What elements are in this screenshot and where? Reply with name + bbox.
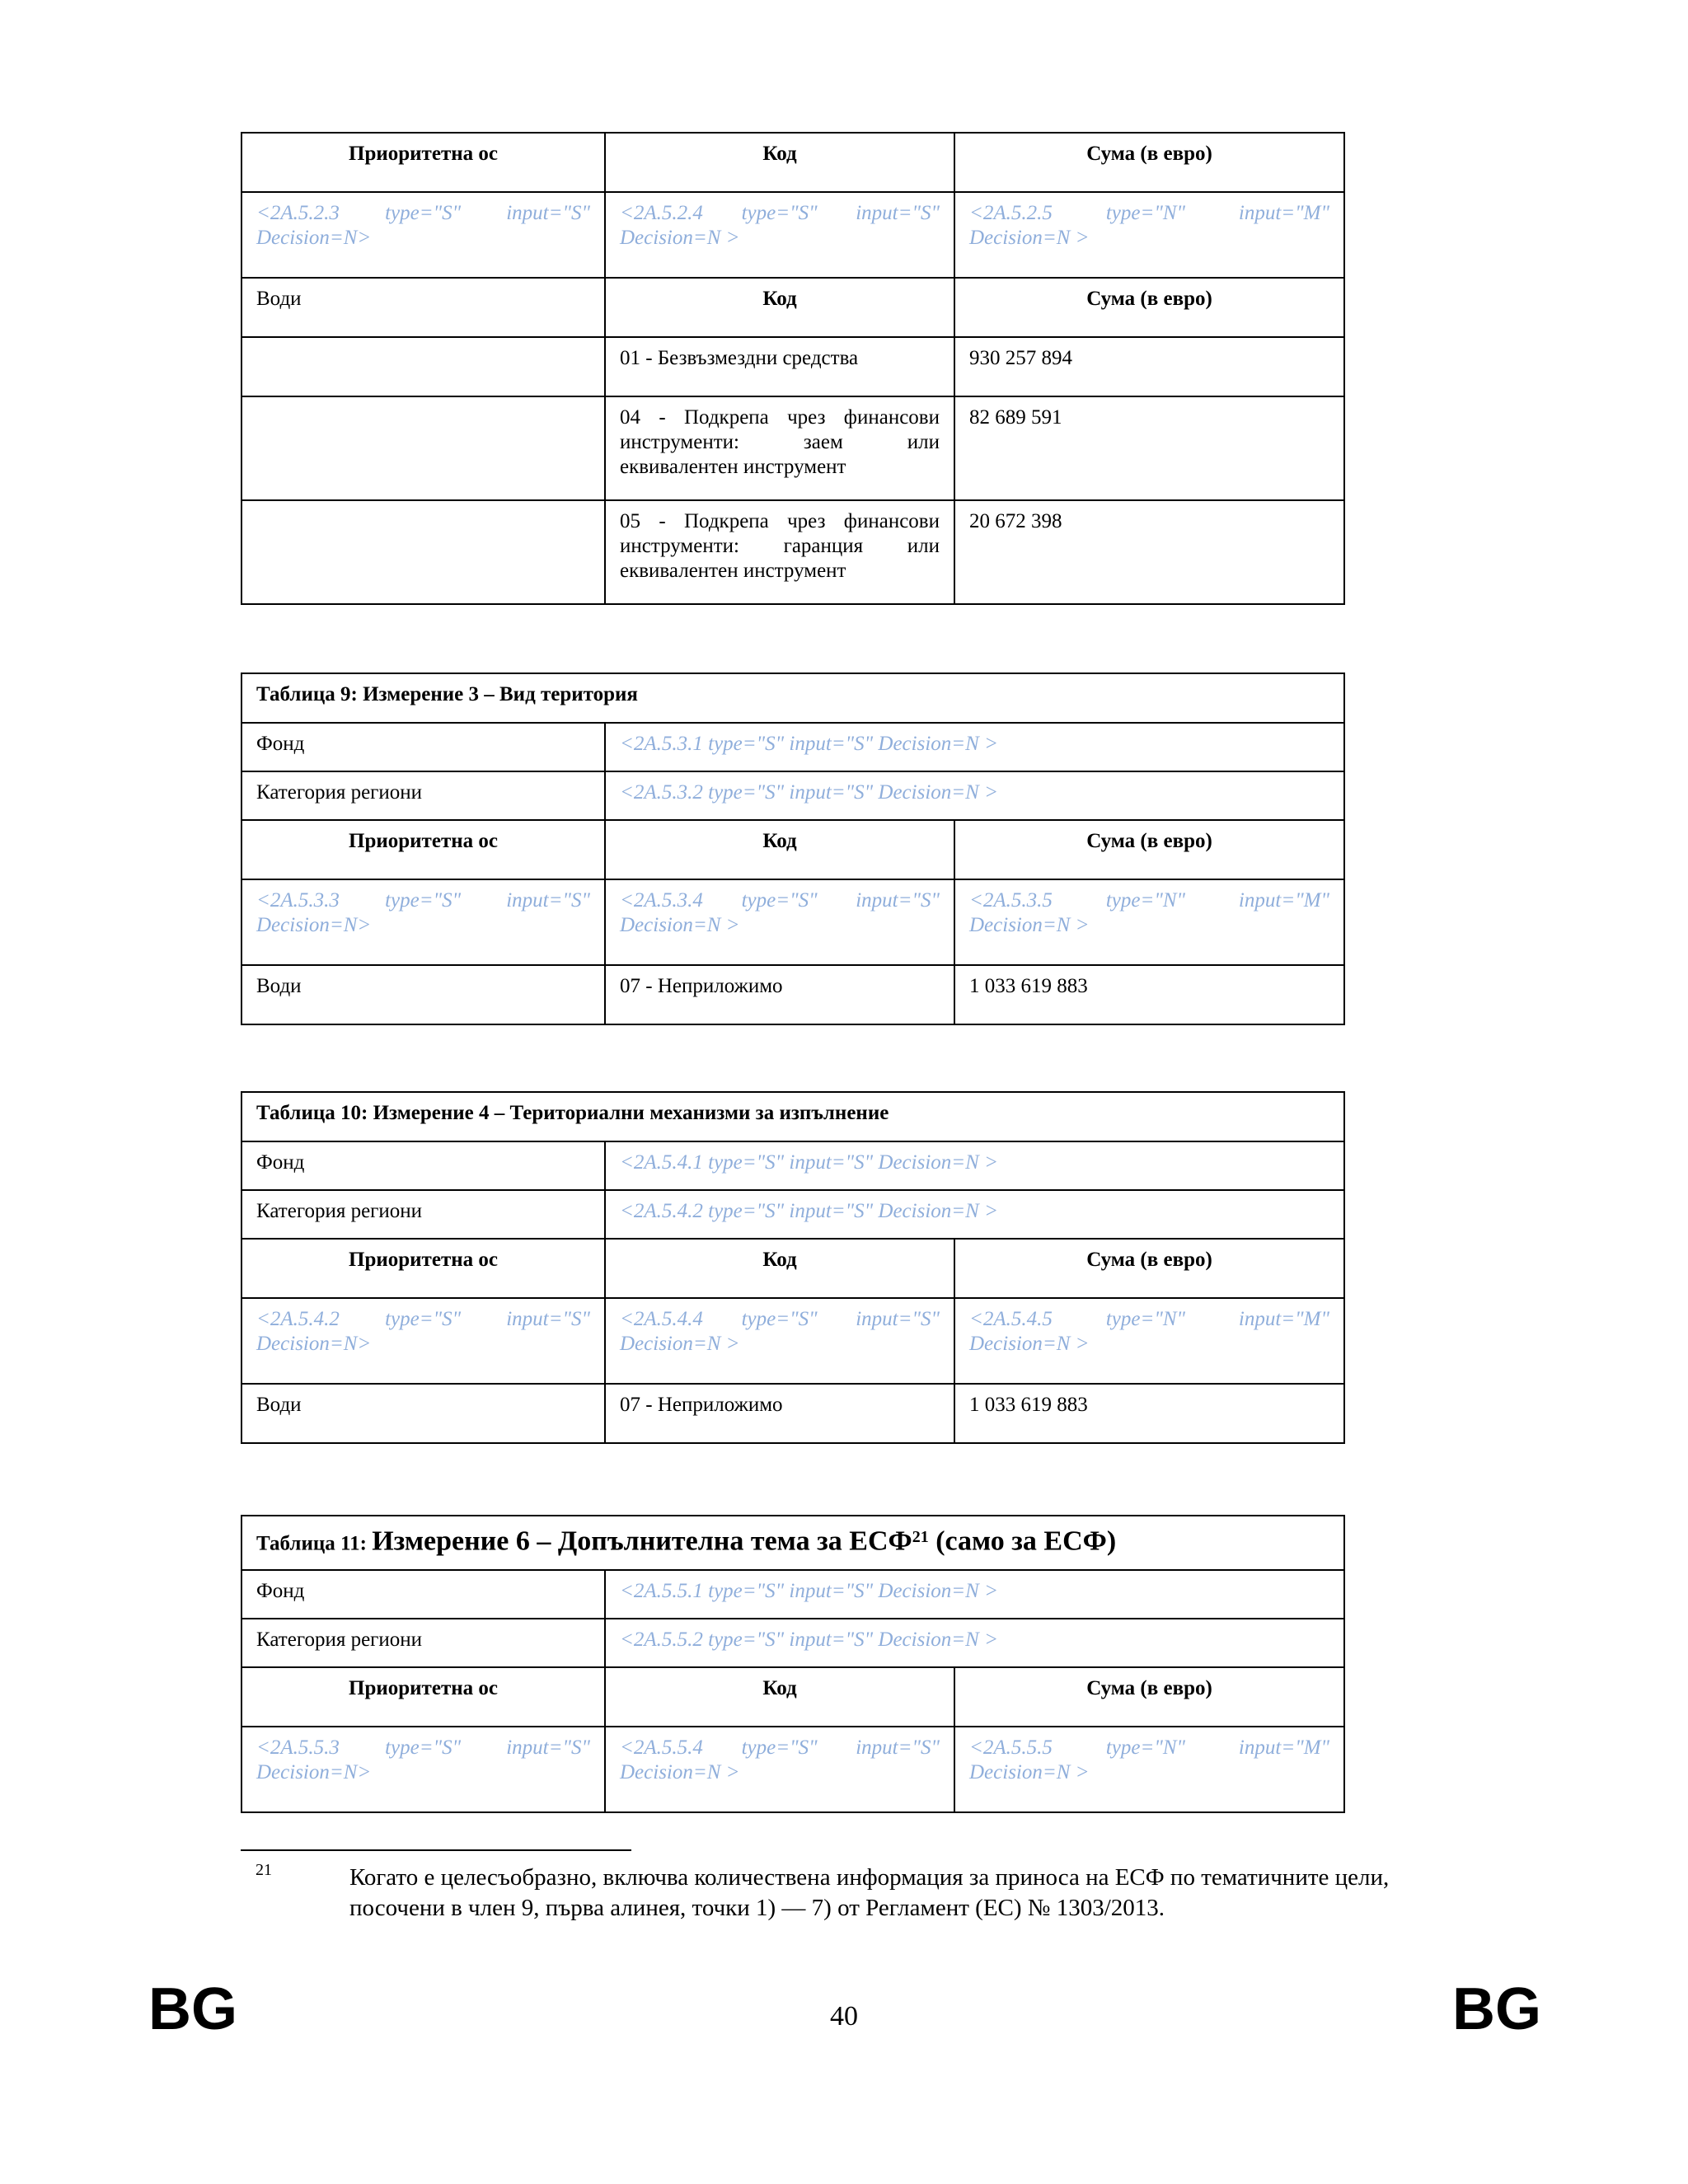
code-cell: 05 - Подкрепа чрез финансови инструменти: гаранция или еквивалентен инструмент <box>605 500 954 604</box>
placeholder-tag: <2A.5.3.3 type="S" input="S" Decision=N> <box>241 879 605 965</box>
placeholder-tag: <2A.5.5.5 type="N" input="M" Decision=N > <box>954 1727 1344 1812</box>
header-amount: Сума (в евро) <box>954 1667 1344 1727</box>
language-mark-left: BG <box>148 1976 237 2042</box>
title-main: Измерение 6 – Допълнителна тема за ЕСФ <box>372 1526 912 1557</box>
subheader-amount: Сума (в евро) <box>954 278 1344 337</box>
code-cell: 07 - Неприложимо <box>605 965 954 1024</box>
header-priority-axis: Приоритетна ос <box>241 1667 605 1727</box>
header-code: Код <box>605 1667 954 1727</box>
region-category-tag: <2A.5.5.2 type="S" input="S" Decision=N > <box>605 1619 1344 1667</box>
empty-cell <box>241 337 605 396</box>
title-prefix: Таблица 11: <box>256 1532 373 1555</box>
header-code: Код <box>605 820 954 879</box>
fund-tag: <2A.5.5.1 type="S" input="S" Decision=N > <box>605 1570 1344 1619</box>
amount-cell: 82 689 591 <box>954 396 1344 500</box>
code-cell: 01 - Безвъзмездни средства <box>605 337 954 396</box>
language-mark-right: BG <box>1452 1976 1541 2042</box>
amount-cell: 1 033 619 883 <box>954 965 1344 1024</box>
table-row <box>241 337 1344 396</box>
fund-label: Фонд <box>241 1141 605 1190</box>
code-cell: 07 - Неприложимо <box>605 1384 954 1443</box>
empty-cell <box>241 396 605 500</box>
amount-cell: 1 033 619 883 <box>954 1384 1344 1443</box>
table-row <box>241 396 1344 500</box>
placeholder-tag: <2A.5.5.4 type="S" input="S" Decision=N > <box>605 1727 954 1812</box>
header-priority-axis: Приоритетна ос <box>241 133 605 192</box>
placeholder-tag: <2A.5.4.5 type="N" input="M" Decision=N > <box>954 1298 1344 1384</box>
table-row <box>241 965 1344 1024</box>
placeholder-tag: <2A.5.2.4 type="S" input="S" Decision=N > <box>605 192 954 278</box>
footnote-number: 21 <box>256 1861 272 1879</box>
allocation-table-continued <box>241 132 1345 605</box>
fund-label: Фонд <box>241 1570 605 1619</box>
amount-cell: 930 257 894 <box>954 337 1344 396</box>
table-title: Таблица 9: Измерение 3 – Вид територия <box>241 673 1344 723</box>
region-category-label: Категория региони <box>241 1619 605 1667</box>
priority-axis-value: Води <box>241 278 605 337</box>
placeholder-tag: <2A.5.2.3 type="S" input="S" Decision=N> <box>241 192 605 278</box>
table-row <box>241 500 1344 604</box>
placeholder-tag: <2A.5.4.2 type="S" input="S" Decision=N> <box>241 1298 605 1384</box>
region-category-tag: <2A.5.4.2 type="S" input="S" Decision=N > <box>605 1190 1344 1239</box>
footnote-text: Когато е целесъобразно, включва количествена информация за приноса на ЕСФ по тематичните цели, посочени в член 9, първа алинея, точки 1) — 7) от Регламент (ЕС) № 1303/2013. <box>349 1864 1390 1921</box>
table-title: Таблица 10: Измерение 4 – Териториални механизми за изпълнение <box>241 1092 1344 1141</box>
header-code: Код <box>605 1239 954 1298</box>
subheader-code: Код <box>605 278 954 337</box>
priority-axis-value: Води <box>241 1384 605 1443</box>
footnote-ref: 21 <box>912 1528 929 1546</box>
footnote-divider <box>241 1849 631 1851</box>
header-code: Код <box>605 133 954 192</box>
placeholder-tag: <2A.5.5.3 type="S" input="S" Decision=N> <box>241 1727 605 1812</box>
title-suffix: (само за ЕСФ) <box>928 1526 1117 1557</box>
table-11-esf-secondary-theme <box>241 1515 1345 1813</box>
region-category-label: Категория региони <box>241 771 605 820</box>
table-title <box>241 1516 1344 1570</box>
fund-label: Фонд <box>241 723 605 771</box>
fund-tag: <2A.5.3.1 type="S" input="S" Decision=N > <box>605 723 1344 771</box>
placeholder-tag: <2A.5.3.4 type="S" input="S" Decision=N > <box>605 879 954 965</box>
fund-tag: <2A.5.4.1 type="S" input="S" Decision=N > <box>605 1141 1344 1190</box>
table-9-territory-type <box>241 673 1345 1025</box>
header-priority-axis: Приоритетна ос <box>241 820 605 879</box>
header-priority-axis: Приоритетна ос <box>241 1239 605 1298</box>
placeholder-tag: <2A.5.3.5 type="N" input="M" Decision=N > <box>954 879 1344 965</box>
region-category-tag: <2A.5.3.2 type="S" input="S" Decision=N > <box>605 771 1344 820</box>
table-row <box>241 1384 1344 1443</box>
page-number: 40 <box>830 2001 858 2032</box>
header-amount: Сума (в евро) <box>954 820 1344 879</box>
table-10-territorial-mechanisms <box>241 1091 1345 1444</box>
placeholder-tag: <2A.5.2.5 type="N" input="M" Decision=N > <box>954 192 1344 278</box>
header-amount: Сума (в евро) <box>954 1239 1344 1298</box>
empty-cell <box>241 500 605 604</box>
header-amount: Сума (в евро) <box>954 133 1344 192</box>
priority-axis-value: Води <box>241 965 605 1024</box>
code-cell: 04 - Подкрепа чрез финансови инструменти: заем или еквивалентен инструмент <box>605 396 954 500</box>
amount-cell: 20 672 398 <box>954 500 1344 604</box>
placeholder-tag: <2A.5.4.4 type="S" input="S" Decision=N > <box>605 1298 954 1384</box>
region-category-label: Категория региони <box>241 1190 605 1239</box>
